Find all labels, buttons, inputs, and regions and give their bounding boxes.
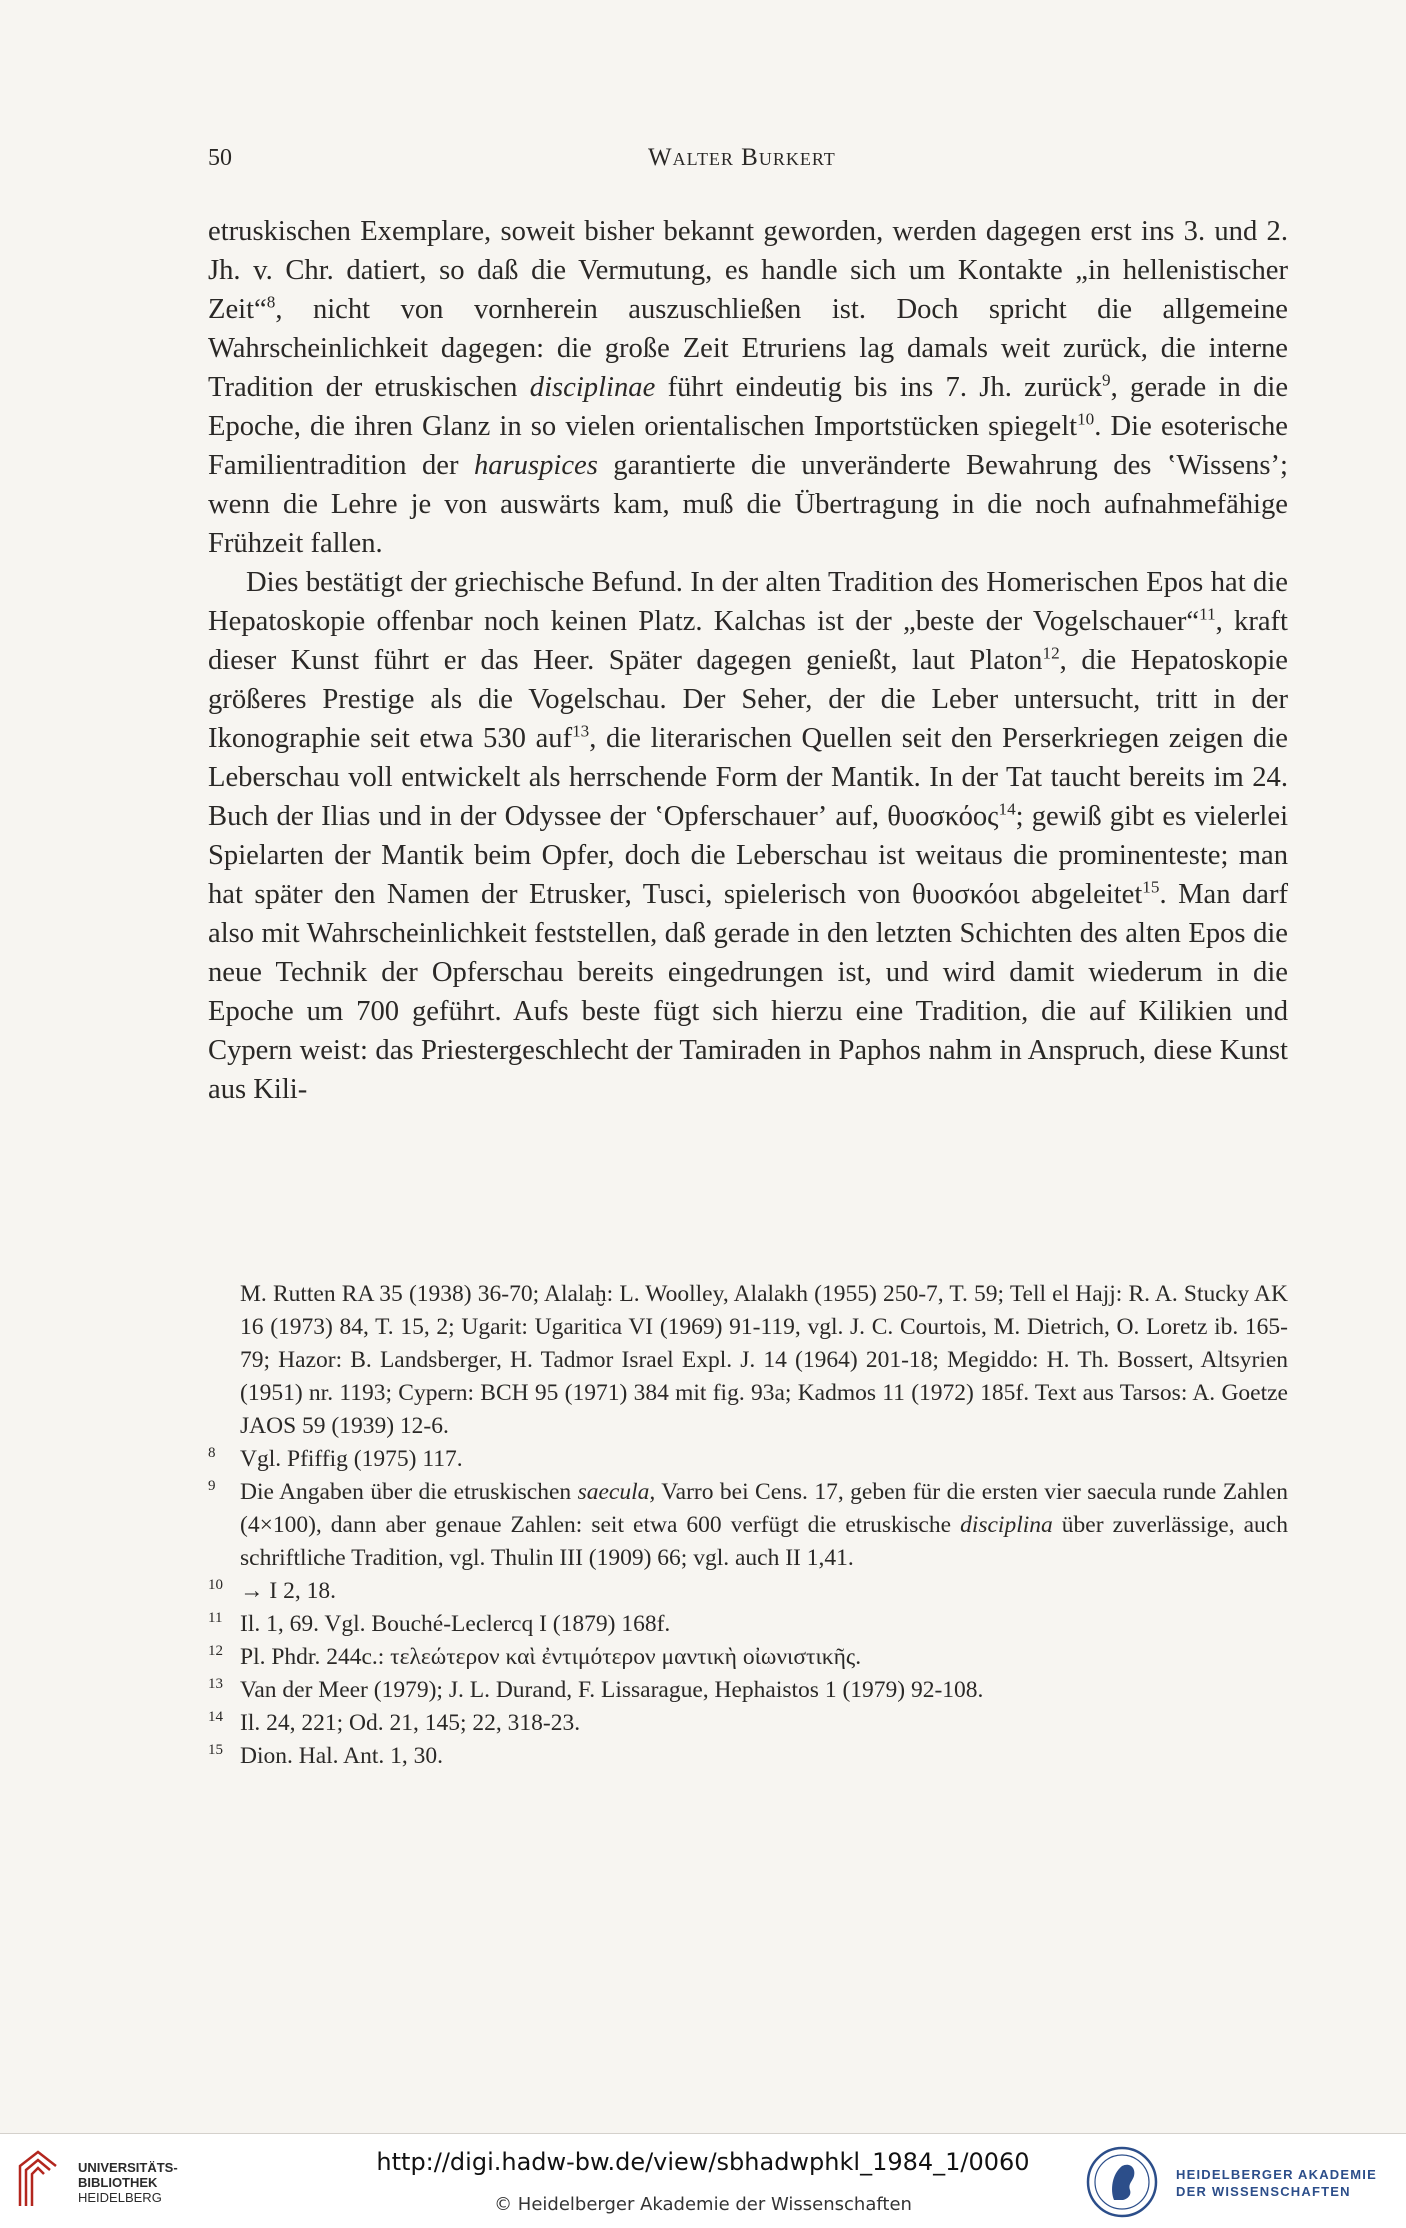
footnote-8: 8 Vgl. Pfiffig (1975) 117. xyxy=(208,1443,1288,1476)
footnote-ref-14[interactable]: 14 xyxy=(998,799,1016,819)
footnote-9: 9 Die Angaben über die etruskischen saecula, Varro bei Cens. 17, geben für die ersten vier saecula runde Zahlen (4×100), dann aber genaue Zahlen: seit etwa 600 verfügt die etruskische disciplina über zuverlässige, auch schriftliche Tradition, vgl. Thulin III (1909) 66; vgl. auch II 1,41. xyxy=(208,1476,1288,1575)
footnote-number: 12 xyxy=(208,1643,223,1659)
running-head xyxy=(208,138,1208,178)
footnote-ref-15[interactable]: 15 xyxy=(1142,877,1160,897)
footnote-12: 12 Pl. Phdr. 244c.: τελεώτερον καὶ ἐντιμότερον μαντικὴ οἰωνιστικῆς. xyxy=(208,1641,1288,1674)
footnote-number: 10 xyxy=(208,1577,223,1593)
footnote-ref-10[interactable]: 10 xyxy=(1077,409,1095,429)
footnotes xyxy=(208,1278,1288,1773)
footnote-number: 9 xyxy=(208,1478,216,1494)
page-url-link[interactable]: http://digi.hadw-bw.de/view/sbhadwphkl_1984_1/0060 xyxy=(376,2148,1030,2176)
footnote-ref-12[interactable]: 12 xyxy=(1042,643,1060,663)
footnote-10: 10 → I 2, 18. xyxy=(208,1575,1288,1608)
footnote-number: 11 xyxy=(208,1610,223,1626)
paragraph-1: etruskischen Exemplare, soweit bisher bekannt geworden, werden dagegen erst ins 3. und 2. Jh. v. Chr. datiert, so daß die Vermutung, es handle sich um Kontakte „in hellenistischer Zeit“$^8$, nicht von vornherein auszuschließen ist. Doch spricht die allgemeine Wahrscheinlichkeit dagegen: die große Zeit Etruriens lag damals weit zurück, die interne Tradition der etruskischen disciplinae führt eindeutig bis ins 7. Jh. zurück$^9$, gerade in die Epoche, die ihren Glanz in so vielen orientalischen Importstücken spiegelt$^{10}$. Die esoterische Familientradition der haruspices garantierte die unveränderte Bewahrung des ʽWissensʼ; wenn die Lehre je von auswärts kam, muß die Übertragung in die noch aufnahmefähige Frühzeit fallen. xyxy=(208,216,1289,559)
footnote-number: 14 xyxy=(208,1709,223,1725)
footnote-number: 8 xyxy=(208,1445,216,1461)
footnote-11: 11 Il. 1, 69. Vgl. Bouché-Leclercq I (1879) 168f. xyxy=(208,1608,1288,1641)
footnote-number: 13 xyxy=(208,1676,223,1692)
footnote-ref-13[interactable]: 13 xyxy=(572,721,590,741)
academy-seal-icon xyxy=(1082,2144,1162,2220)
ub-name-line-1: UNIVERSITÄTS- xyxy=(78,2160,178,2175)
academy-logo[interactable] xyxy=(1082,2144,1402,2220)
running-title: Walter Burkert xyxy=(648,144,836,171)
footnote-ref-9[interactable]: 9 xyxy=(1101,370,1111,390)
footnote-ref-8[interactable]: 8 xyxy=(266,292,276,312)
academy-name-line-2: DER WISSENSCHAFTEN xyxy=(1176,2184,1351,2199)
ub-name-line-3: HEIDELBERG xyxy=(78,2190,162,2205)
footnote-15: 15 Dion. Hal. Ant. 1, 30. xyxy=(208,1740,1288,1773)
page-number: 50 xyxy=(208,145,232,171)
footnote-7-continued: M. Rutten RA 35 (1938) 36-70; Alalaḫ: L. Woolley, Alalakh (1955) 250-7, T. 59; Tell el Hajj: R. A. Stucky AK 16 (1973) 84, T. 15, 2; Ugarit: Ugaritica VI (1969) 91-119, vgl. J. C. Courtois, M. Dietrich, O. Loretz ib. 165-79; Hazor: B. Landsberger, H. Tadmor Israel Expl. J. 14 (1964) 201-18; Megiddo: H. Th. Bossert, Altsyrien (1951) nr. 1193; Cypern: BCH 95 (1971) 384 mit fig. 93a; Kadmos 11 (1972) 185f. Text aus Tarsos: A. Goetze JAOS 59 (1939) 12-6. xyxy=(240,1281,1288,1439)
paragraph-2: Dies bestätigt der griechische Befund. In der alten Tradition des Homerischen Epos hat die Hepatoskopie offenbar noch keinen Platz. Kalchas ist der „beste der Vogelschauer“$^{11}$, kraft dieser Kunst führt er das Heer. Später dagegen genießt, laut Platon$^{12}$, die Hepatoskopie größeres Prestige als die Vogelschau. Der Seher, der die Leber untersucht, tritt in der Ikonographie seit etwa 530 auf$^{13}$, die literarischen Quellen seit den Perserkriegen zeigen die Leberschau voll entwickelt als herrschende Form der Mantik. In der Tat taucht bereits im 24. Buch der Ilias und in der Odyssee der ʽOpferschauerʼ auf, θυοσκόος$^{14}$; gewiß gibt es vielerlei Spielarten der Mantik beim Opfer, doch die Leberschau ist weitaus die prominenteste; man hat später den Namen der Etrusker, Tusci, spielerisch von θυοσκόοι abgeleitet$^{15}$. Man darf also mit Wahrscheinlichkeit feststellen, daß gerade in den letzten Schichten des alten Epos die neue Technik der Opferschau bereits eingedrungen ist, und wird damit wiederum in die Epoche um 700 geführt. Aufs beste fügt sich hierzu eine Tradition, die auf Kilikien und Cypern weist: das Priestergeschlecht der Tamiraden in Paphos nahm in Anspruch, diese Kunst aus Kili- xyxy=(208,567,1289,1105)
main-text xyxy=(208,212,1288,1109)
ub-name-line-2: BIBLIOTHEK xyxy=(78,2175,158,2190)
copyright-notice: © Heidelberger Akademie der Wissenschaften xyxy=(494,2194,912,2215)
footnote-ref-11[interactable]: 11 xyxy=(1199,604,1216,624)
viewer-footer xyxy=(0,2133,1406,2228)
footnote-number: 15 xyxy=(208,1742,223,1758)
footnote-13: 13 Van der Meer (1979); J. L. Durand, F. Lissarague, Hephaistos 1 (1979) 92-108. xyxy=(208,1674,1288,1707)
footnote-14: 14 Il. 24, 221; Od. 21, 145; 22, 318-23. xyxy=(208,1707,1288,1740)
academy-name-line-1: HEIDELBERGER AKADEMIE xyxy=(1176,2167,1377,2182)
